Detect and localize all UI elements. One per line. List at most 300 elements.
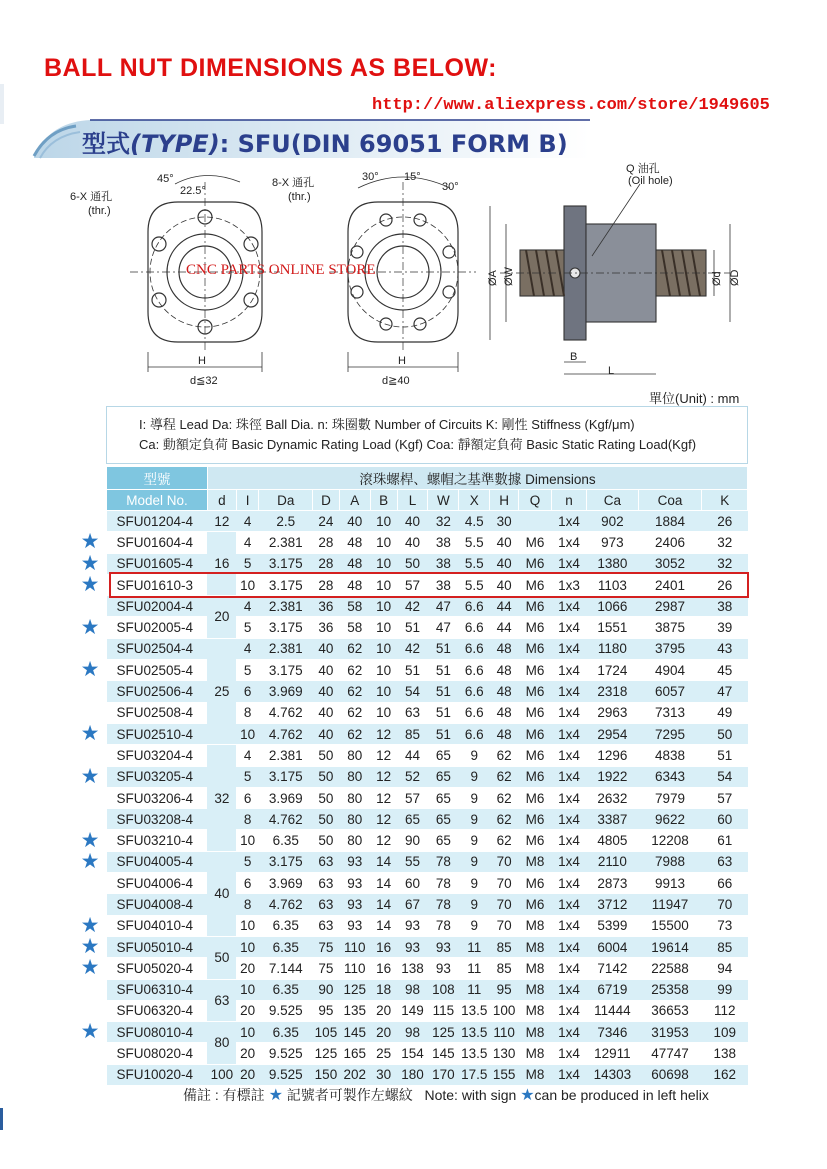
- cell-i: 8: [236, 809, 259, 830]
- star-icon: ★: [80, 935, 100, 959]
- cell-q: M6: [519, 638, 552, 659]
- cell-x: 6.6: [459, 660, 490, 681]
- middle-holes-label: 8-X 通孔: [272, 177, 315, 189]
- cell-coa: 4904: [638, 660, 702, 681]
- star-icon: ★: [80, 530, 100, 554]
- cell-n: 1x4: [552, 958, 587, 979]
- cell-d: 80: [207, 1022, 236, 1065]
- cell-model: SFU03206-4: [107, 787, 208, 808]
- cell-i: 10: [236, 915, 259, 936]
- cell-da: 3.175: [259, 553, 313, 574]
- cell-da: 6.35: [259, 979, 313, 1000]
- table-row: [107, 745, 748, 766]
- cell-n: 1x4: [552, 787, 587, 808]
- cell-a: 110: [339, 958, 370, 979]
- cell-b: 10: [370, 638, 397, 659]
- cell-x: 9: [459, 851, 490, 872]
- cell-x: 11: [459, 958, 490, 979]
- cell-da: 3.175: [259, 617, 313, 638]
- cell-q: M8: [519, 958, 552, 979]
- table-row: [107, 809, 748, 830]
- cell-da: 9.525: [259, 1000, 313, 1021]
- cell-q: M6: [519, 553, 552, 574]
- cell-coa: 22588: [638, 958, 702, 979]
- cell-model: SFU02506-4: [107, 681, 208, 702]
- cell-k: 162: [702, 1064, 748, 1085]
- note-en-prefix: Note: with sign: [424, 1087, 517, 1103]
- cell-ca: 7346: [587, 1022, 639, 1043]
- cell-l: 55: [397, 851, 428, 872]
- technical-drawings: [70, 162, 760, 387]
- cell-da: 9.525: [259, 1064, 313, 1085]
- cell-b: 10: [370, 596, 397, 617]
- cell-d: 20: [207, 596, 236, 639]
- cell-x: 6.6: [459, 617, 490, 638]
- cell-q: [519, 511, 552, 532]
- cell-model: SFU04005-4: [107, 851, 208, 872]
- cell-q: M6: [519, 745, 552, 766]
- cell-ca: 1380: [587, 553, 639, 574]
- cell-ca: 1724: [587, 660, 639, 681]
- cell-model: SFU05010-4: [107, 936, 208, 957]
- cell-x: 5.5: [459, 532, 490, 553]
- cell-coa: 7979: [638, 787, 702, 808]
- cell-b: 12: [370, 809, 397, 830]
- cell-l: 52: [397, 766, 428, 787]
- cell-q: M6: [519, 617, 552, 638]
- cell-n: 1x4: [552, 681, 587, 702]
- cell-n: 1x4: [552, 660, 587, 681]
- cell-model: SFU01610-3: [107, 574, 208, 595]
- column-header-b: B: [370, 490, 397, 511]
- cell-n: 1x4: [552, 532, 587, 553]
- cell-i: 6: [236, 787, 259, 808]
- cell-w: 38: [428, 532, 459, 553]
- middle-condition: d≧40: [382, 375, 410, 387]
- column-header-x: X: [459, 490, 490, 511]
- cell-a: 80: [339, 766, 370, 787]
- cell-da: 4.762: [259, 702, 313, 723]
- cell-h: 48: [490, 702, 519, 723]
- cell-a: 125: [339, 979, 370, 1000]
- cell-x: 17.5: [459, 1064, 490, 1085]
- cell-ca: 1551: [587, 617, 639, 638]
- cell-l: 50: [397, 553, 428, 574]
- cell-w: 78: [428, 894, 459, 915]
- cell-q: M6: [519, 830, 552, 851]
- cell-d: 63: [313, 894, 340, 915]
- star-icon: ★: [80, 615, 100, 639]
- table-row: [107, 936, 748, 957]
- cell-n: 1x4: [552, 511, 587, 532]
- cell-k: 32: [702, 553, 748, 574]
- cell-d: 28: [313, 532, 340, 553]
- cell-n: 1x4: [552, 851, 587, 872]
- cell-n: 1x4: [552, 745, 587, 766]
- cell-da: 9.525: [259, 1043, 313, 1064]
- cell-w: 51: [428, 723, 459, 744]
- cell-a: 80: [339, 745, 370, 766]
- cell-x: 5.5: [459, 574, 490, 595]
- cell-i: 8: [236, 894, 259, 915]
- star-icon: ★: [80, 849, 100, 873]
- cell-a: 62: [339, 723, 370, 744]
- cell-ca: 1103: [587, 574, 639, 595]
- cell-ca: 1066: [587, 596, 639, 617]
- cell-x: 6.6: [459, 702, 490, 723]
- cell-w: 108: [428, 979, 459, 1000]
- cell-n: 1x4: [552, 830, 587, 851]
- cell-l: 98: [397, 1022, 428, 1043]
- cell-w: 78: [428, 873, 459, 894]
- cell-da: 3.969: [259, 873, 313, 894]
- cell-da: 6.35: [259, 936, 313, 957]
- table-row: [107, 511, 748, 532]
- cell-model: SFU01604-4: [107, 532, 208, 553]
- cell-d: 50: [207, 936, 236, 979]
- cell-k: 39: [702, 617, 748, 638]
- cell-n: 1x4: [552, 596, 587, 617]
- note-cn-prefix: 備註 : 有標註: [183, 1087, 265, 1103]
- cell-n: 1x4: [552, 766, 587, 787]
- cell-b: 14: [370, 915, 397, 936]
- cell-ca: 902: [587, 511, 639, 532]
- cell-coa: 1884: [638, 511, 702, 532]
- cell-a: 62: [339, 702, 370, 723]
- middle-h-label: H: [398, 355, 406, 367]
- cell-ca: 3712: [587, 894, 639, 915]
- cell-model: SFU02505-4: [107, 660, 208, 681]
- left-edge-mark: [0, 84, 4, 124]
- cell-d: 50: [313, 809, 340, 830]
- cell-b: 16: [370, 936, 397, 957]
- cell-model: SFU04006-4: [107, 873, 208, 894]
- cell-h: 48: [490, 681, 519, 702]
- cell-da: 6.35: [259, 830, 313, 851]
- cell-n: 1x4: [552, 638, 587, 659]
- cell-b: 14: [370, 873, 397, 894]
- cell-l: 54: [397, 681, 428, 702]
- cell-d: 40: [313, 681, 340, 702]
- cell-x: 9: [459, 766, 490, 787]
- table-row: [107, 723, 748, 744]
- cell-ca: 1922: [587, 766, 639, 787]
- cell-l: 51: [397, 617, 428, 638]
- cell-da: 2.381: [259, 532, 313, 553]
- table-row: [107, 958, 748, 979]
- cell-model: SFU06320-4: [107, 1000, 208, 1021]
- column-header-da: Da: [259, 490, 313, 511]
- oil-hole-label-cn: Q 油孔: [626, 163, 660, 175]
- cell-x: 9: [459, 830, 490, 851]
- legend-line-2: Ca: 動額定負荷 Basic Dynamic Rating Load (Kgf) Coa: 靜額定負荷 Basic Static Rating Load(Kgf): [139, 437, 697, 452]
- cell-h: 130: [490, 1043, 519, 1064]
- cell-b: 10: [370, 702, 397, 723]
- cell-q: M8: [519, 915, 552, 936]
- left-angle-22: 22.5°: [180, 185, 206, 197]
- cell-q: M6: [519, 660, 552, 681]
- cell-n: 1x4: [552, 1022, 587, 1043]
- cell-i: 6: [236, 873, 259, 894]
- cell-d: 63: [313, 915, 340, 936]
- cell-ca: 6719: [587, 979, 639, 1000]
- cell-da: 6.35: [259, 1022, 313, 1043]
- table-row: [107, 915, 748, 936]
- cell-l: 42: [397, 596, 428, 617]
- cell-b: 18: [370, 979, 397, 1000]
- cell-l: 40: [397, 532, 428, 553]
- cell-coa: 19614: [638, 936, 702, 957]
- cell-h: 30: [490, 511, 519, 532]
- cell-n: 1x4: [552, 1000, 587, 1021]
- cell-coa: 31953: [638, 1022, 702, 1043]
- cell-k: 99: [702, 979, 748, 1000]
- cell-q: M6: [519, 894, 552, 915]
- table-row: [107, 1022, 748, 1043]
- column-header-q: Q: [519, 490, 552, 511]
- cell-q: M8: [519, 1064, 552, 1085]
- cell-k: 54: [702, 766, 748, 787]
- cell-model: SFU04008-4: [107, 894, 208, 915]
- cell-n: 1x4: [552, 723, 587, 744]
- cell-h: 40: [490, 553, 519, 574]
- cell-coa: 60698: [638, 1064, 702, 1085]
- note-en-suffix: can be produced in left helix: [534, 1087, 709, 1103]
- cell-model: SFU06310-4: [107, 979, 208, 1000]
- table-row: [107, 830, 748, 851]
- cell-b: 10: [370, 574, 397, 595]
- cell-n: 1x4: [552, 894, 587, 915]
- cell-b: 12: [370, 745, 397, 766]
- cell-model: SFU01204-4: [107, 511, 208, 532]
- cell-a: 80: [339, 787, 370, 808]
- cell-n: 1x3: [552, 574, 587, 595]
- cell-b: 10: [370, 553, 397, 574]
- cell-b: 10: [370, 660, 397, 681]
- table-row: [107, 660, 748, 681]
- cell-i: 8: [236, 702, 259, 723]
- cell-x: 11: [459, 979, 490, 1000]
- table-row: [107, 553, 748, 574]
- cell-d: 63: [313, 851, 340, 872]
- cell-coa: 2987: [638, 596, 702, 617]
- column-header-k: K: [702, 490, 748, 511]
- cell-q: M6: [519, 702, 552, 723]
- cell-a: 40: [339, 511, 370, 532]
- dimensions-header: 滾珠螺桿、螺帽之基準數據 Dimensions: [207, 467, 747, 490]
- cell-model: SFU02005-4: [107, 617, 208, 638]
- cell-w: 38: [428, 574, 459, 595]
- table-row: [107, 638, 748, 659]
- cell-q: M6: [519, 809, 552, 830]
- cell-b: 12: [370, 723, 397, 744]
- cell-ca: 12911: [587, 1043, 639, 1064]
- cell-d: 63: [313, 873, 340, 894]
- table-row: [107, 617, 748, 638]
- cell-x: 13.5: [459, 1022, 490, 1043]
- cell-q: M6: [519, 766, 552, 787]
- cell-n: 1x4: [552, 915, 587, 936]
- cell-h: 155: [490, 1064, 519, 1085]
- cell-b: 20: [370, 1000, 397, 1021]
- cell-model: SFU10020-4: [107, 1064, 208, 1085]
- cell-n: 1x4: [552, 979, 587, 1000]
- cell-l: 57: [397, 787, 428, 808]
- cell-k: 61: [702, 830, 748, 851]
- cell-b: 12: [370, 766, 397, 787]
- cell-i: 10: [236, 574, 259, 595]
- cell-w: 115: [428, 1000, 459, 1021]
- cell-b: 14: [370, 894, 397, 915]
- cell-q: M6: [519, 873, 552, 894]
- cell-w: 65: [428, 787, 459, 808]
- cell-i: 6: [236, 681, 259, 702]
- cell-w: 51: [428, 660, 459, 681]
- cell-ca: 5399: [587, 915, 639, 936]
- cell-q: M8: [519, 851, 552, 872]
- table-row: [107, 873, 748, 894]
- cell-h: 70: [490, 851, 519, 872]
- cell-coa: 3052: [638, 553, 702, 574]
- cell-x: 13.5: [459, 1000, 490, 1021]
- cell-k: 66: [702, 873, 748, 894]
- cell-a: 93: [339, 873, 370, 894]
- cell-i: 4: [236, 532, 259, 553]
- cell-q: M6: [519, 681, 552, 702]
- cell-h: 40: [490, 532, 519, 553]
- cell-ca: 14303: [587, 1064, 639, 1085]
- cell-model: SFU03208-4: [107, 809, 208, 830]
- model-header-cn: 型號: [107, 467, 208, 490]
- cell-w: 93: [428, 936, 459, 957]
- star-icon: ★: [80, 722, 100, 746]
- cell-model: SFU03205-4: [107, 766, 208, 787]
- cell-a: 202: [339, 1064, 370, 1085]
- cell-w: 125: [428, 1022, 459, 1043]
- star-icon: ★: [80, 573, 100, 597]
- table-row: [107, 787, 748, 808]
- cell-w: 47: [428, 596, 459, 617]
- cell-coa: 4838: [638, 745, 702, 766]
- cell-n: 1x4: [552, 873, 587, 894]
- dimensions-table: [106, 466, 748, 1085]
- cell-x: 9: [459, 809, 490, 830]
- cell-k: 49: [702, 702, 748, 723]
- cell-model: SFU02508-4: [107, 702, 208, 723]
- cell-ca: 11444: [587, 1000, 639, 1021]
- cell-i: 10: [236, 979, 259, 1000]
- cell-d: 40: [313, 660, 340, 681]
- cell-k: 32: [702, 532, 748, 553]
- cell-k: 38: [702, 596, 748, 617]
- middle-angle-30a: 30°: [362, 171, 379, 183]
- left-angle-45: 45°: [157, 173, 174, 185]
- cell-d: 40: [207, 851, 236, 936]
- dim-d-label: Ød: [711, 271, 723, 286]
- cell-da: 3.175: [259, 574, 313, 595]
- star-icon: ★: [520, 1087, 535, 1104]
- cell-k: 70: [702, 894, 748, 915]
- cell-i: 4: [236, 638, 259, 659]
- cell-h: 40: [490, 574, 519, 595]
- cell-w: 145: [428, 1043, 459, 1064]
- table-row: [107, 596, 748, 617]
- store-url[interactable]: http://www.aliexpress.com/store/1949605: [372, 96, 770, 115]
- cell-d: 50: [313, 745, 340, 766]
- cell-x: 9: [459, 787, 490, 808]
- cell-da: 4.762: [259, 809, 313, 830]
- cell-i: 5: [236, 766, 259, 787]
- cell-b: 10: [370, 511, 397, 532]
- cell-d: 50: [313, 830, 340, 851]
- cell-da: 2.381: [259, 745, 313, 766]
- note-cn-suffix: 記號者可製作左螺紋: [286, 1087, 413, 1103]
- cell-coa: 25358: [638, 979, 702, 1000]
- cell-coa: 15500: [638, 915, 702, 936]
- cell-coa: 11947: [638, 894, 702, 915]
- cell-model: SFU01605-4: [107, 553, 208, 574]
- cell-coa: 7295: [638, 723, 702, 744]
- cell-d: 40: [313, 723, 340, 744]
- cell-da: 4.762: [259, 723, 313, 744]
- cell-x: 6.6: [459, 638, 490, 659]
- cell-h: 44: [490, 596, 519, 617]
- cell-q: M6: [519, 532, 552, 553]
- cell-w: 51: [428, 681, 459, 702]
- cell-model: SFU08010-4: [107, 1022, 208, 1043]
- type-title: [82, 124, 568, 159]
- cell-n: 1x4: [552, 936, 587, 957]
- table-row: [107, 979, 748, 1000]
- cell-d: 50: [313, 787, 340, 808]
- cell-da: 2.5: [259, 511, 313, 532]
- cell-w: 65: [428, 766, 459, 787]
- cell-model: SFU02504-4: [107, 638, 208, 659]
- cell-w: 78: [428, 851, 459, 872]
- cell-x: 6.6: [459, 596, 490, 617]
- star-icon: ★: [268, 1087, 283, 1104]
- cell-ca: 6004: [587, 936, 639, 957]
- cell-d: 36: [313, 596, 340, 617]
- column-header-coa: Coa: [638, 490, 702, 511]
- cell-i: 20: [236, 958, 259, 979]
- middle-thr-label: (thr.): [288, 191, 311, 203]
- cell-x: 11: [459, 936, 490, 957]
- cell-model: SFU03210-4: [107, 830, 208, 851]
- cell-model: SFU03204-4: [107, 745, 208, 766]
- cell-x: 6.6: [459, 723, 490, 744]
- model-header-en: Model No.: [107, 490, 208, 511]
- cell-i: 10: [236, 723, 259, 744]
- store-watermark: CNC PARTS ONLINE STORE: [186, 262, 376, 278]
- cell-h: 62: [490, 766, 519, 787]
- cell-x: 9: [459, 915, 490, 936]
- cell-d: 105: [313, 1022, 340, 1043]
- left-holes-label: 6-X 通孔: [70, 191, 113, 203]
- cell-x: 9: [459, 873, 490, 894]
- cell-w: 47: [428, 617, 459, 638]
- cell-da: 3.175: [259, 660, 313, 681]
- cell-q: M8: [519, 936, 552, 957]
- cell-a: 48: [339, 553, 370, 574]
- cell-l: 67: [397, 894, 428, 915]
- cell-i: 5: [236, 851, 259, 872]
- table-row: [107, 894, 748, 915]
- cell-k: 85: [702, 936, 748, 957]
- cell-a: 58: [339, 596, 370, 617]
- cell-h: 95: [490, 979, 519, 1000]
- cell-l: 60: [397, 873, 428, 894]
